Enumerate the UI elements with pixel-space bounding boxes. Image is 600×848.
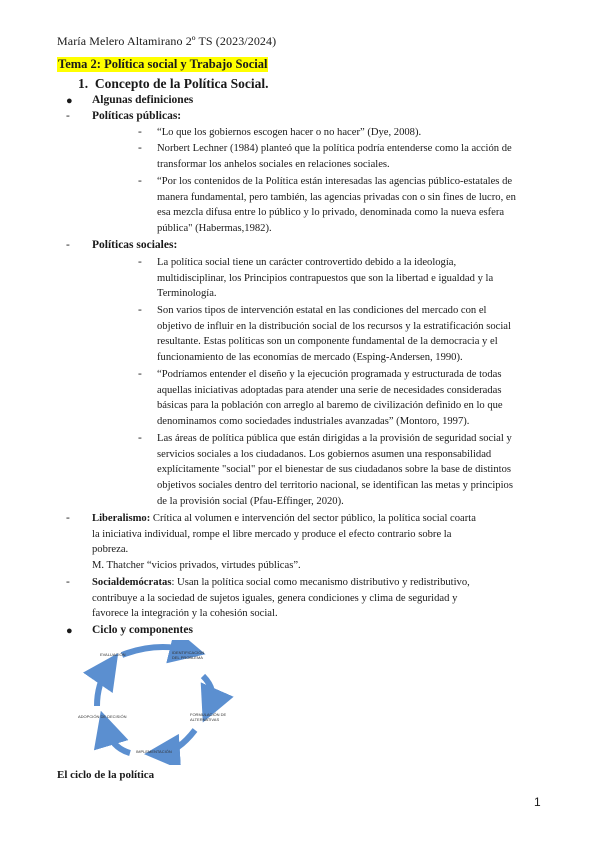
bullet-dot-icon: ● [66, 95, 73, 107]
cycle-svg [70, 640, 250, 765]
dash-marker: - [66, 239, 70, 251]
cycle-label-alternatives: FORMULACIÓN DE ALTERNATIVAS [190, 712, 227, 722]
public-policy-item: “Por los contenidos de la Política están interesadas las agencias público-estatales de manera fundamental, pero también, las agencias privadas con o sin fines de lucro, en esa mezcla difusa entre lo público y lo privado, denominada como la nueva esfera pública" (Habermas,1982). [157, 176, 516, 235]
section-title: Concepto de la Política Social. [94, 76, 269, 91]
liberalism-paragraph: Liberalismo: Crítica al volumen e intervención del sector público, la política social coarta la iniciativa individual, rompe el libre mercado y produce el efecto contrario sobre la pobreza. M. Thatcher “vicios privados, virtudes públicas”. [92, 511, 543, 574]
cycle-arrow [203, 676, 212, 706]
cycle-label-decision: ADOPCIÓN DE DECISIÓN [78, 714, 127, 719]
dash-marker: - [66, 110, 70, 122]
dash-marker: - [66, 512, 70, 524]
dash-marker: - [138, 126, 142, 138]
public-policies-heading: Políticas públicas: [92, 110, 182, 122]
liberalism-label: Liberalismo: [92, 513, 151, 524]
social-policies-heading: Políticas sociales: [92, 239, 178, 251]
social-policy-item: Son varios tipos de intervención estatal en las condiciones del mercado con el objetivo de influir en la distribución social de los recursos y la estratificación social resultante. Estas políticas son un componente fundamental de la democracia y el funcionamiento de las economías de mercado (Esping-Andersen, 1990). [157, 305, 511, 364]
document-header: María Melero Altamirano 2º TS (2023/2024) [57, 34, 277, 48]
policy-cycle-diagram [70, 640, 250, 765]
public-policy-item: “Lo que los gobiernos escogen hacer o no hacer” (Dye, 2008). [157, 127, 422, 138]
section-number: 1. [78, 76, 89, 91]
social-policy-item: Las áreas de política pública que están dirigidas a la provisión de seguridad social y servicios sociales a los ciudadanos. Los gobiernos asumen una responsabilidad explícitamente "social" por el bienestar de sus ciudadanos sobre la base de distintos objetivos sociales dentro del territorio nacional, se identifican las metas y principios de la provisión social (Pfau-Effinger, 2020). [157, 433, 513, 507]
bullet-dot-icon: ● [66, 625, 73, 637]
social-policy-item: La política social tiene un carácter controvertido debido a la ideología, multidisciplinar, los Principios contrapuestos que son la libertad e igualdad y la Terminología. [157, 257, 494, 300]
cycle-label-evaluation: EVALUACIÓN [100, 652, 126, 657]
topic-title: Tema 2: Política social y Trabajo Social [58, 57, 268, 71]
dash-marker: - [138, 175, 142, 187]
dash-marker: - [138, 256, 142, 268]
cycle-arrow [106, 728, 130, 753]
cycle-heading: Ciclo y componentes [92, 624, 193, 636]
dash-marker: - [138, 304, 142, 316]
diagram-caption: El ciclo de la política [57, 769, 155, 781]
dash-marker: - [138, 368, 142, 380]
definitions-heading: Algunas definiciones [92, 94, 194, 106]
cycle-label-problem-identification: IDENTIFICACIÓN DEL PROBLEMA [172, 650, 205, 660]
socialdemocrats-paragraph: Socialdemócratas: Usan la política social como mecanismo distributivo y redistributivo, contribuye a la sociedad de sujetos iguales, genera condiciones y clima de seguridad y favorece la integración y la cohesión social. [92, 577, 470, 620]
page-number: 1 [534, 795, 541, 809]
section-heading [78, 76, 268, 92]
dash-marker: - [138, 142, 142, 154]
dash-marker: - [66, 576, 70, 588]
socialdemocrats-label: Socialdemócratas [92, 577, 172, 588]
thatcher-quote: M. Thatcher “vicios privados, virtudes públicas”. [92, 560, 301, 572]
social-policy-item: “Podríamos entender el diseño y la ejecución programada y estructurada de todas aquellas iniciativas adoptadas para atender una serie de necesidades consideradas básicas para la población con arreglo al baremo de civilización definido en lo que denominamos como sociedades industriales avanzadas” (Montoro, 1997). [157, 369, 503, 428]
cycle-arrow [97, 668, 108, 706]
public-policy-item: Norbert Lechner (1984) planteó que la política podría entenderse como la acción de transformar los anhelos sociales en relaciones sociales. [157, 143, 512, 170]
cycle-label-implementation: IMPLEMENTACIÓN [136, 749, 172, 754]
dash-marker: - [138, 432, 142, 444]
